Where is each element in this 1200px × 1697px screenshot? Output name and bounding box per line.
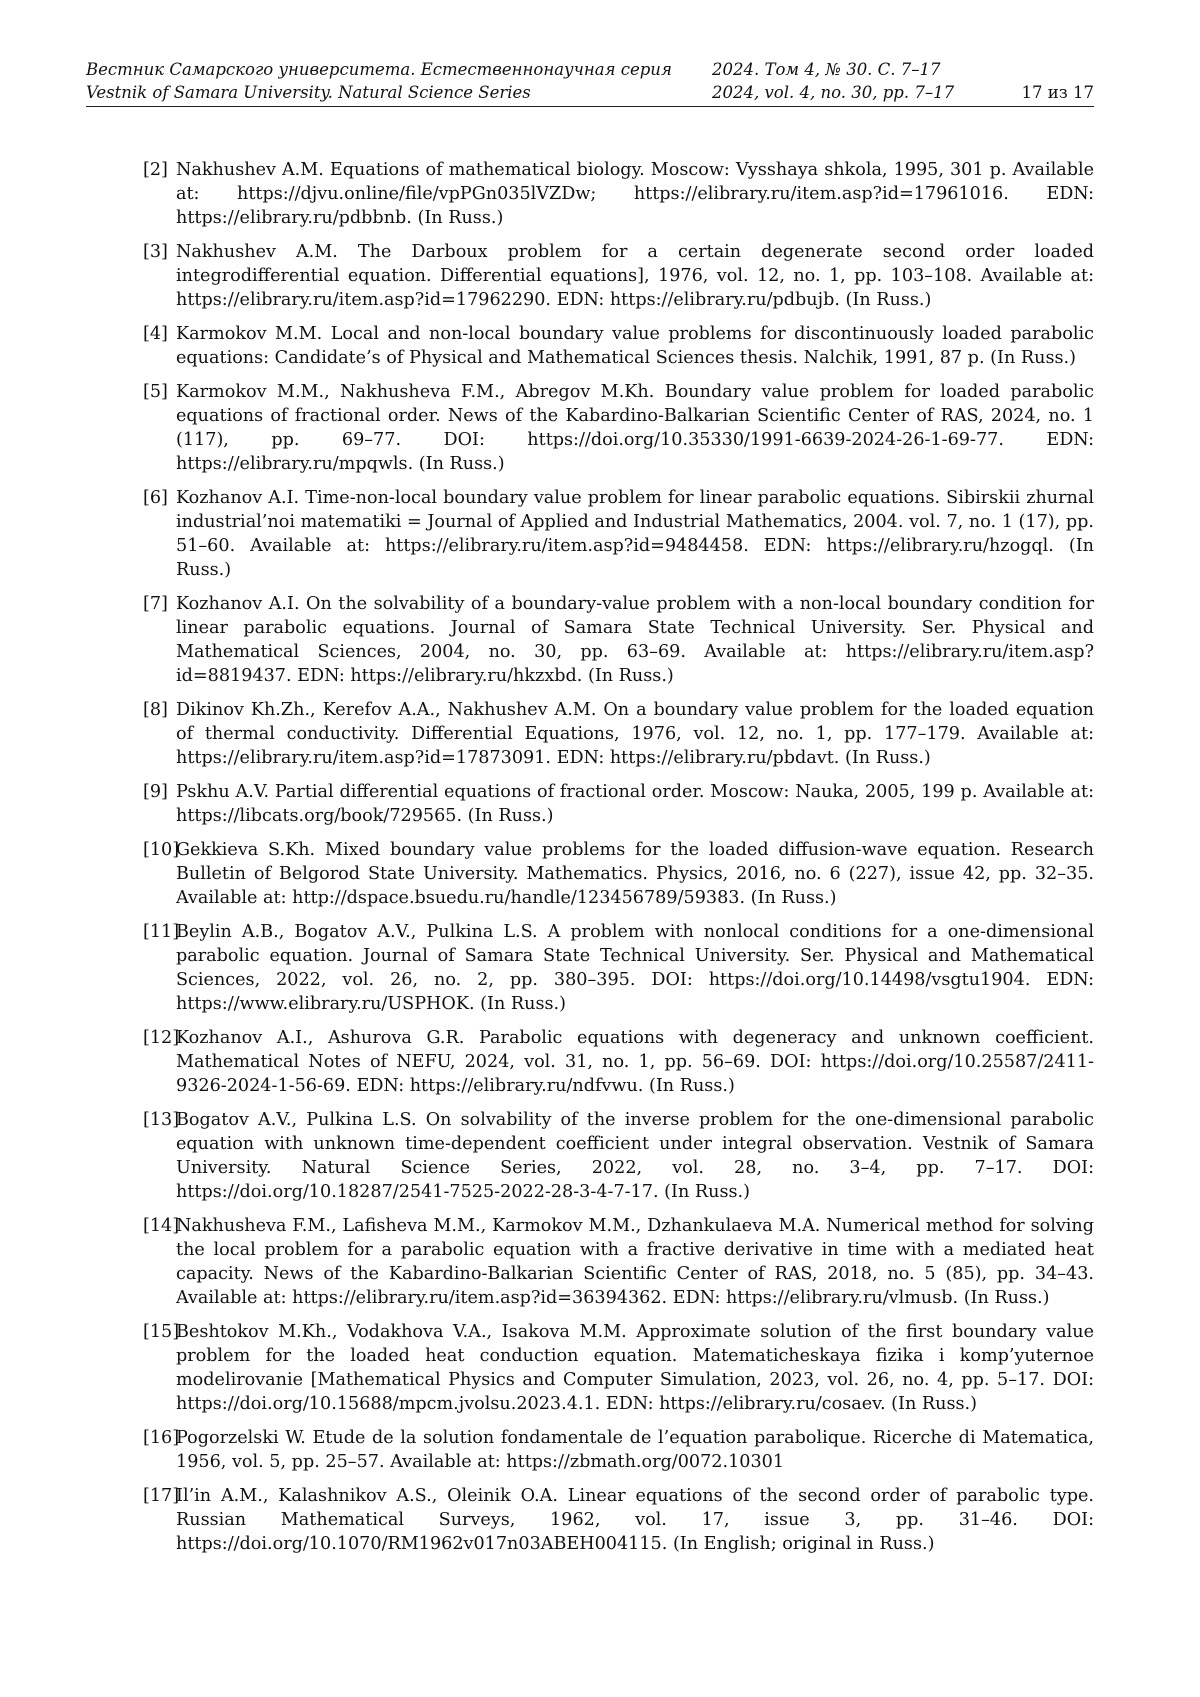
journal-title-ru: Вестник Самарского университета. Естественнонаучная серия — [86, 58, 712, 81]
reference-number: [11] — [143, 920, 179, 944]
reference-number: [12] — [143, 1026, 179, 1050]
reference-item — [143, 1108, 1094, 1204]
page-counter: 17 из 17 — [1002, 81, 1094, 104]
reference-item — [143, 698, 1094, 770]
reference-text: Karmokov M.M. Local and non-local boundary value problems for discontinuously loaded parabolic equations: Candidate’s of Physical and Mathematical Sciences thesis. Nalchik, 1991, 87 p. (In Russ.) — [176, 322, 1094, 370]
reference-number: [8] — [143, 698, 168, 722]
header-row-english — [86, 81, 1094, 104]
reference-item — [143, 1026, 1094, 1098]
reference-number: [7] — [143, 592, 168, 616]
reference-number: [6] — [143, 486, 168, 510]
reference-number: [10] — [143, 838, 179, 862]
reference-number: [17] — [143, 1484, 179, 1508]
reference-text: Nakhusheva F.M., Lafisheva M.M., Karmokov M.M., Dzhankulaeva M.A. Numerical method for solving the local problem for a parabolic equation with a fractive derivative in time with a mediated heat capacity. News of the Kabardino-Balkarian Scientific Center of RAS, 2018, no. 5 (85), pp. 34–43. Available at: https://elibrary.ru/item.asp?id=36394362. EDN: https://elibrary.ru/vlmusb. (In Russ.) — [176, 1214, 1094, 1310]
reference-number: [3] — [143, 240, 168, 264]
reference-text: Kozhanov A.I. Time-non-local boundary value problem for linear parabolic equations. Sibirskii zhurnal industrial’noi matematiki = Journal of Applied and Industrial Mathematics, 2004. vol. 7, no. 1 (17), pp. 51–60. Available at: https://elibrary.ru/item.asp?id=9484458. EDN: https://elibrary.ru/hzogql. (In Russ.) — [176, 486, 1094, 582]
issue-info-ru: 2024. Том 4, № 30. С. 7–17 — [712, 58, 1002, 81]
running-header — [86, 58, 1094, 107]
reference-text: Dikinov Kh.Zh., Kerefov A.A., Nakhushev A.M. On a boundary value problem for the loaded equation of thermal conductivity. Differential Equations, 1976, vol. 12, no. 1, pp. 177–179. Available at: https://elibrary.ru/item.asp?id=17873091. EDN: https://elibrary.ru/pbdavt. (In Russ.) — [176, 698, 1094, 770]
reference-item — [143, 592, 1094, 688]
reference-text: Pskhu A.V. Partial differential equations of fractional order. Moscow: Nauka, 2005, 199 p. Available at: https://libcats.org/book/729565. (In Russ.) — [176, 780, 1094, 828]
header-row-russian — [86, 58, 1094, 81]
reference-item — [143, 1320, 1094, 1416]
reference-text: Nakhushev A.M. The Darboux problem for a certain degenerate second order loaded integrodifferential equation. Differential equations], 1976, vol. 12, no. 1, pp. 103–108. Available at: https://elibrary.ru/item.asp?id=17962290. EDN: https://elibrary.ru/pdbujb. (In Russ.) — [176, 240, 1094, 312]
issue-info-en: 2024, vol. 4, no. 30, pp. 7–17 — [712, 81, 1002, 104]
reference-text: Karmokov M.M., Nakhusheva F.M., Abregov M.Kh. Boundary value problem for loaded parabolic equations of fractional order. News of the Kabardino-Balkarian Scientific Center of RAS, 2024, no. 1 (117), pp. 69–77. DOI: https://doi.org/10.35330/1991-6639-2024-26-1-69-77. EDN: https://elibrary.ru/mpqwls. (In Russ.) — [176, 380, 1094, 476]
reference-item — [143, 1484, 1094, 1556]
reference-text: Beylin A.B., Bogatov A.V., Pulkina L.S. A problem with nonlocal conditions for a one-dimensional parabolic equation. Journal of Samara State Technical University. Ser. Physical and Mathematical Sciences, 2022, vol. 26, no. 2, pp. 380–395. DOI: https://doi.org/10.14498/vsgtu1904. EDN: https://www.elibrary.ru/USPHOK. (In Russ.) — [176, 920, 1094, 1016]
reference-item — [143, 838, 1094, 910]
reference-number: [15] — [143, 1320, 179, 1344]
reference-text: Kozhanov A.I., Ashurova G.R. Parabolic equations with degeneracy and unknown coefficient. Mathematical Notes of NEFU, 2024, vol. 31, no. 1, pp. 56–69. DOI: https://doi.org/10.25587/2411-9326-2024-1-56-69. EDN: https://elibrary.ru/ndfvwu. (In Russ.) — [176, 1026, 1094, 1098]
reference-number: [14] — [143, 1214, 179, 1238]
reference-number: [9] — [143, 780, 168, 804]
reference-text: Bogatov A.V., Pulkina L.S. On solvability of the inverse problem for the one-dimensional parabolic equation with unknown time-dependent coefficient under integral observation. Vestnik of Samara University. Natural Science Series, 2022, vol. 28, no. 3–4, pp. 7–17. DOI: https://doi.org/10.18287/2541-7525-2022-28-3-4-7-17. (In Russ.) — [176, 1108, 1094, 1204]
reference-list — [143, 158, 1094, 1566]
reference-item — [143, 158, 1094, 230]
reference-text: Nakhushev A.M. Equations of mathematical biology. Moscow: Vysshaya shkola, 1995, 301 p. Available at: https://djvu.online/file/vpPGn035lVZDw; https://elibrary.ru/item.asp?id=17961016. EDN: https://elibrary.ru/pdbbnb. (In Russ.) — [176, 158, 1094, 230]
reference-item — [143, 780, 1094, 828]
reference-text: Pogorzelski W. Etude de la solution fondamentale de l’equation parabolique. Ricerche di Matematica, 1956, vol. 5, pp. 25–57. Available at: https://zbmath.org/0072.10301 — [176, 1426, 1094, 1474]
reference-item — [143, 322, 1094, 370]
reference-text: Il’in A.M., Kalashnikov A.S., Oleinik O.A. Linear equations of the second order of parabolic type. Russian Mathematical Surveys, 1962, vol. 17, issue 3, pp. 31–46. DOI: https://doi.org/10.1070/RM1962v017n03ABEH004115. (In English; original in Russ.) — [176, 1484, 1094, 1556]
journal-title-en: Vestnik of Samara University. Natural Science Series — [86, 81, 712, 104]
reference-item — [143, 1214, 1094, 1310]
reference-number: [2] — [143, 158, 168, 182]
reference-item — [143, 920, 1094, 1016]
reference-text: Beshtokov M.Kh., Vodakhova V.A., Isakova M.M. Approximate solution of the first boundary value problem for the loaded heat conduction equation. Matematicheskaya fizika i komp’yuternoe modelirovanie [Mathematical Physics and Computer Simulation, 2023, vol. 26, no. 4, pp. 5–17. DOI: https://doi.org/10.15688/mpcm.jvolsu.2023.4.1. EDN: https://elibrary.ru/cosaev. (In Russ.) — [176, 1320, 1094, 1416]
reference-text: Gekkieva S.Kh. Mixed boundary value problems for the loaded diffusion-wave equation. Research Bulletin of Belgorod State University. Mathematics. Physics, 2016, no. 6 (227), issue 42, pp. 32–35. Available at: http://dspace.bsuedu.ru/handle/123456789/59383. (In Russ.) — [176, 838, 1094, 910]
reference-item — [143, 1426, 1094, 1474]
reference-item — [143, 240, 1094, 312]
reference-text: Kozhanov A.I. On the solvability of a boundary-value problem with a non-local boundary condition for linear parabolic equations. Journal of Samara State Technical University. Ser. Physical and Mathematical Sciences, 2004, no. 30, pp. 63–69. Available at: https://elibrary.ru/item.asp?id=8819437. EDN: https://elibrary.ru/hkzxbd. (In Russ.) — [176, 592, 1094, 688]
reference-number: [13] — [143, 1108, 179, 1132]
reference-number: [5] — [143, 380, 168, 404]
reference-number: [4] — [143, 322, 168, 346]
reference-number: [16] — [143, 1426, 179, 1450]
reference-item — [143, 380, 1094, 476]
reference-item — [143, 486, 1094, 582]
